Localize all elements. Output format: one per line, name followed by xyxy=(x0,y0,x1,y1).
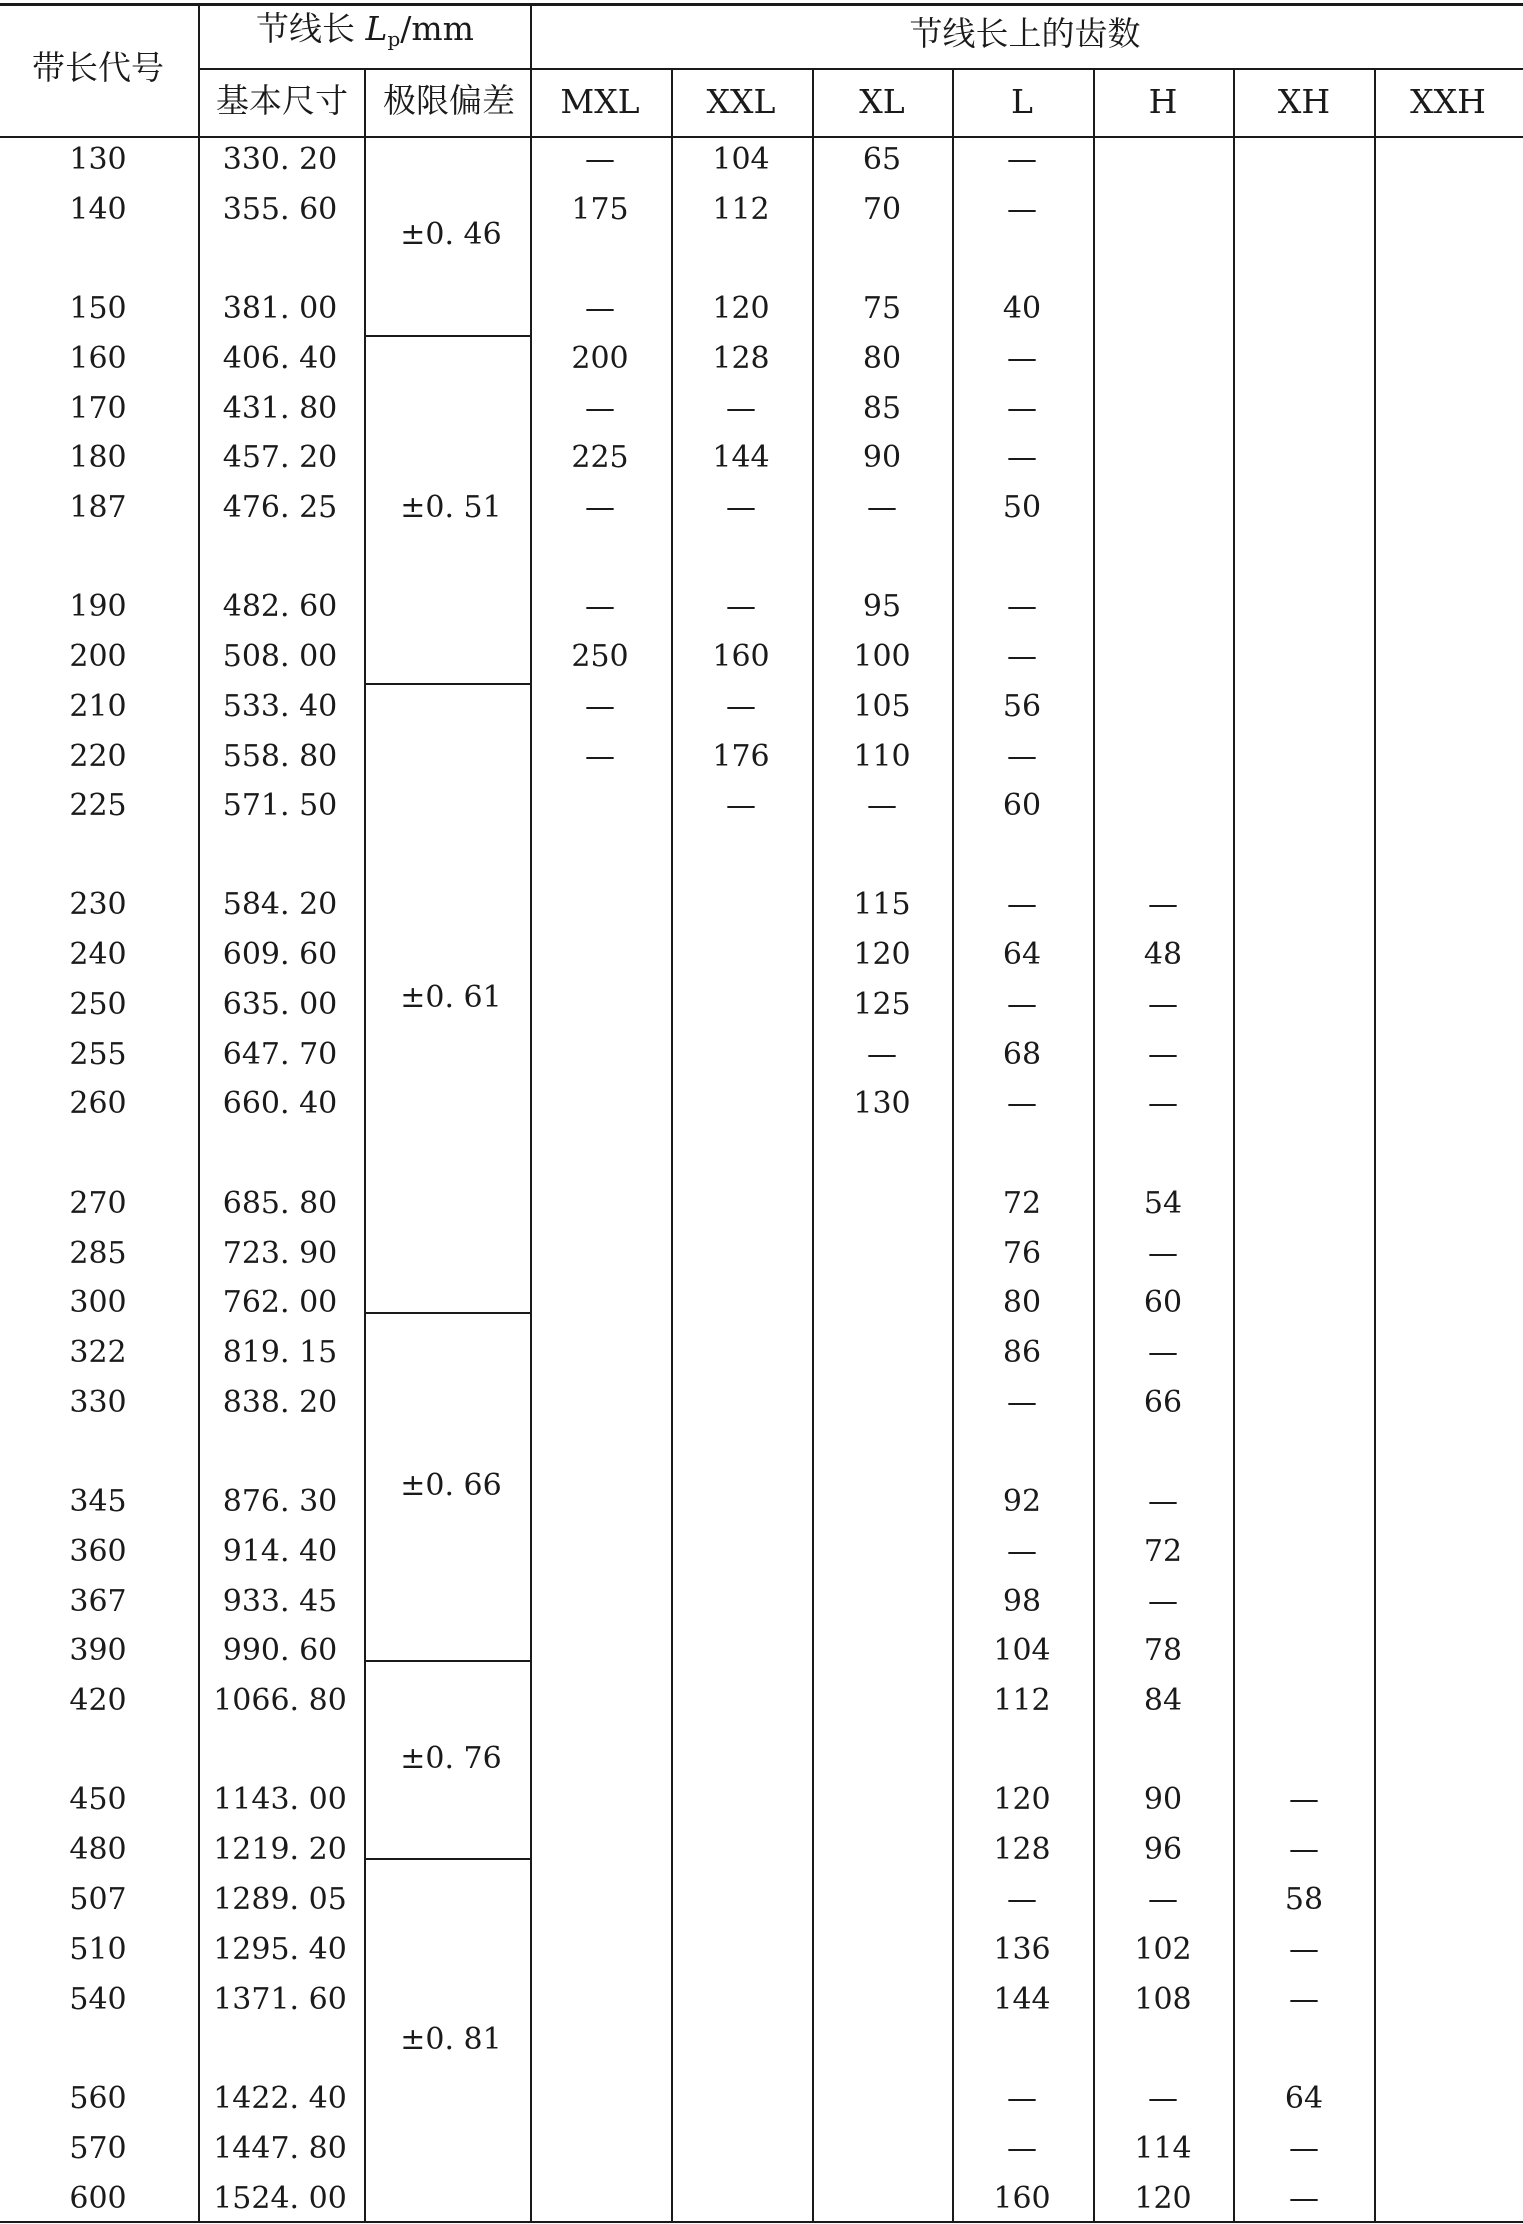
cell-teeth-xl: 110 xyxy=(853,739,911,774)
pitch-length-prefix: 节线长 xyxy=(256,9,366,48)
tolerance-group-divider xyxy=(365,1312,531,1314)
cell-belt-code: 480 xyxy=(69,1832,127,1867)
cell-basic-size: 876. 30 xyxy=(222,1484,338,1519)
cell-belt-code: 270 xyxy=(69,1186,127,1221)
pitch-length-symbol: L xyxy=(365,9,388,48)
cell-teeth-l: 86 xyxy=(1002,1335,1042,1370)
cell-teeth-h: 78 xyxy=(1143,1633,1183,1668)
cell-teeth-xh: 58 xyxy=(1284,1882,1324,1917)
header-teeth-group: 节线长上的齿数 xyxy=(909,14,1141,53)
cell-teeth-h: — xyxy=(1148,1236,1178,1271)
cell-belt-code: 507 xyxy=(69,1882,127,1917)
cell-teeth-xh: 64 xyxy=(1284,2081,1324,2116)
cell-teeth-xxl: 128 xyxy=(712,341,770,376)
cell-belt-code: 450 xyxy=(69,1782,127,1817)
cell-belt-code: 255 xyxy=(69,1037,127,1072)
cell-teeth-l: 104 xyxy=(993,1633,1051,1668)
cell-basic-size: 558. 80 xyxy=(222,739,338,774)
header-pitch-length xyxy=(256,9,474,59)
cell-basic-size: 406. 40 xyxy=(222,341,338,376)
cell-tolerance: ±0. 76 xyxy=(400,1741,502,1776)
cell-belt-code: 210 xyxy=(69,689,127,724)
cell-teeth-h: 96 xyxy=(1143,1832,1183,1867)
cell-basic-size: 381. 00 xyxy=(222,291,338,326)
cell-belt-code: 420 xyxy=(69,1683,127,1718)
cell-teeth-xl: 120 xyxy=(853,937,911,972)
cell-basic-size: 482. 60 xyxy=(222,589,338,624)
cell-basic-size: 635. 00 xyxy=(222,987,338,1022)
cell-teeth-xl: 105 xyxy=(853,689,911,724)
cell-teeth-l: 144 xyxy=(993,1982,1051,2017)
cell-teeth-xl: 115 xyxy=(853,887,911,922)
cell-teeth-l: 60 xyxy=(1002,788,1042,823)
cell-teeth-xxl: — xyxy=(726,391,756,426)
cell-teeth-mxl: — xyxy=(585,291,615,326)
cell-belt-code: 250 xyxy=(69,987,127,1022)
cell-teeth-xl: 100 xyxy=(853,639,911,674)
cell-teeth-l: — xyxy=(1007,987,1037,1022)
cell-teeth-h: 90 xyxy=(1143,1782,1183,1817)
cell-teeth-mxl: 175 xyxy=(571,192,629,227)
cell-teeth-h: — xyxy=(1148,1882,1178,1917)
cell-belt-code: 160 xyxy=(69,341,127,376)
cell-basic-size: 1143. 00 xyxy=(213,1782,347,1817)
cell-teeth-l: 160 xyxy=(993,2181,1051,2216)
cell-teeth-mxl: — xyxy=(585,142,615,177)
cell-teeth-h: 108 xyxy=(1134,1982,1192,2017)
cell-teeth-h: 72 xyxy=(1143,1534,1183,1569)
cell-teeth-mxl: 250 xyxy=(571,639,629,674)
cell-tolerance: ±0. 51 xyxy=(400,490,502,525)
cell-teeth-h: — xyxy=(1148,887,1178,922)
cell-basic-size: 819. 15 xyxy=(222,1335,338,1370)
cell-teeth-xl: 95 xyxy=(862,589,902,624)
cell-teeth-xl: 65 xyxy=(862,142,902,177)
tolerance-group-divider xyxy=(365,335,531,337)
column-rule xyxy=(812,68,814,2222)
cell-basic-size: 914. 40 xyxy=(222,1534,338,1569)
cell-basic-size: 330. 20 xyxy=(222,142,338,177)
cell-teeth-l: — xyxy=(1007,391,1037,426)
cell-teeth-xl: 70 xyxy=(862,192,902,227)
cell-basic-size: 355. 60 xyxy=(222,192,338,227)
cell-teeth-l: 120 xyxy=(993,1782,1051,1817)
cell-teeth-h: — xyxy=(1148,1484,1178,1519)
cell-teeth-xh: — xyxy=(1289,2181,1319,2216)
cell-teeth-h: 60 xyxy=(1143,1285,1183,1320)
cell-tolerance: ±0. 46 xyxy=(400,217,502,252)
column-rule xyxy=(530,4,532,2222)
cell-teeth-l: 68 xyxy=(1002,1037,1042,1072)
header-bottom-rule xyxy=(0,136,1523,138)
cell-basic-size: 647. 70 xyxy=(222,1037,338,1072)
cell-teeth-l: 136 xyxy=(993,1932,1051,1967)
cell-teeth-mxl: — xyxy=(585,490,615,525)
cell-teeth-l: — xyxy=(1007,440,1037,475)
cell-tolerance: ±0. 66 xyxy=(400,1468,502,1503)
cell-belt-code: 230 xyxy=(69,887,127,922)
cell-basic-size: 1447. 80 xyxy=(213,2131,347,2166)
cell-teeth-h: — xyxy=(1148,987,1178,1022)
cell-teeth-xxl: 176 xyxy=(712,739,770,774)
cell-teeth-l: 76 xyxy=(1002,1236,1042,1271)
cell-teeth-l: — xyxy=(1007,887,1037,922)
cell-belt-code: 540 xyxy=(69,1982,127,2017)
cell-belt-code: 367 xyxy=(69,1584,127,1619)
cell-teeth-xl: — xyxy=(867,1037,897,1072)
cell-teeth-mxl: — xyxy=(585,391,615,426)
cell-belt-code: 345 xyxy=(69,1484,127,1519)
cell-tolerance: ±0. 81 xyxy=(400,2022,502,2057)
header-tooth-type-l: L xyxy=(1011,82,1033,121)
cell-basic-size: 476. 25 xyxy=(222,490,338,525)
cell-teeth-l: — xyxy=(1007,1385,1037,1420)
cell-teeth-h: 102 xyxy=(1134,1932,1192,1967)
cell-teeth-l: — xyxy=(1007,739,1037,774)
header-tooth-type-xh: XH xyxy=(1277,82,1331,121)
cell-teeth-xxl: — xyxy=(726,689,756,724)
cell-belt-code: 225 xyxy=(69,788,127,823)
cell-teeth-l: 92 xyxy=(1002,1484,1042,1519)
cell-basic-size: 1066. 80 xyxy=(213,1683,347,1718)
cell-basic-size: 1219. 20 xyxy=(213,1832,347,1867)
cell-teeth-l: 56 xyxy=(1002,689,1042,724)
cell-teeth-l: 72 xyxy=(1002,1186,1042,1221)
cell-teeth-mxl: — xyxy=(585,689,615,724)
cell-teeth-xxl: 112 xyxy=(712,192,770,227)
cell-basic-size: 685. 80 xyxy=(222,1186,338,1221)
cell-teeth-xl: — xyxy=(867,788,897,823)
header-tolerance: 极限偏差 xyxy=(383,81,515,120)
cell-teeth-l: 50 xyxy=(1002,490,1042,525)
tolerance-group-divider xyxy=(365,683,531,685)
cell-teeth-l: — xyxy=(1007,341,1037,376)
cell-belt-code: 180 xyxy=(69,440,127,475)
tolerance-group-divider xyxy=(365,1858,531,1860)
tolerance-group-divider xyxy=(365,1660,531,1662)
cell-teeth-xl: 80 xyxy=(862,341,902,376)
cell-teeth-xxl: 120 xyxy=(712,291,770,326)
cell-teeth-l: — xyxy=(1007,589,1037,624)
header-tooth-type-h: H xyxy=(1148,82,1178,121)
cell-belt-code: 570 xyxy=(69,2131,127,2166)
pitch-length-unit: /mm xyxy=(400,9,474,48)
cell-teeth-l: — xyxy=(1007,142,1037,177)
cell-teeth-xxl: — xyxy=(726,788,756,823)
cell-teeth-xxl: 104 xyxy=(712,142,770,177)
pitch-length-subscript: p xyxy=(387,27,401,51)
cell-teeth-mxl: — xyxy=(585,739,615,774)
cell-belt-code: 170 xyxy=(69,391,127,426)
cell-teeth-h: 120 xyxy=(1134,2181,1192,2216)
cell-belt-code: 200 xyxy=(69,639,127,674)
cell-teeth-xxl: 160 xyxy=(712,639,770,674)
cell-teeth-l: 112 xyxy=(993,1683,1051,1718)
cell-teeth-l: — xyxy=(1007,1882,1037,1917)
cell-belt-code: 560 xyxy=(69,2081,127,2116)
cell-teeth-h: 48 xyxy=(1143,937,1183,972)
cell-teeth-l: — xyxy=(1007,639,1037,674)
cell-belt-code: 220 xyxy=(69,739,127,774)
cell-basic-size: 571. 50 xyxy=(222,788,338,823)
cell-basic-size: 508. 00 xyxy=(222,639,338,674)
cell-teeth-h: — xyxy=(1148,1086,1178,1121)
cell-basic-size: 933. 45 xyxy=(222,1584,338,1619)
header-tooth-type-xl: XL xyxy=(859,82,905,121)
cell-basic-size: 1295. 40 xyxy=(213,1932,347,1967)
cell-basic-size: 1371. 60 xyxy=(213,1982,347,2017)
cell-teeth-mxl: 200 xyxy=(571,341,629,376)
cell-teeth-xl: 130 xyxy=(853,1086,911,1121)
cell-basic-size: 1289. 05 xyxy=(213,1882,347,1917)
cell-belt-code: 130 xyxy=(69,142,127,177)
cell-belt-code: 140 xyxy=(69,192,127,227)
cell-teeth-l: — xyxy=(1007,192,1037,227)
cell-teeth-xl: — xyxy=(867,490,897,525)
header-belt-code: 带长代号 xyxy=(32,48,164,87)
top-rule xyxy=(0,3,1523,6)
header-tooth-type-mxl: MXL xyxy=(560,82,640,121)
cell-belt-code: 330 xyxy=(69,1385,127,1420)
cell-belt-code: 260 xyxy=(69,1086,127,1121)
header-basic-size: 基本尺寸 xyxy=(216,81,348,120)
cell-basic-size: 584. 20 xyxy=(222,887,338,922)
cell-teeth-h: 114 xyxy=(1134,2131,1192,2166)
cell-teeth-l: 98 xyxy=(1002,1584,1042,1619)
column-rule xyxy=(1374,68,1376,2222)
cell-basic-size: 1524. 00 xyxy=(213,2181,347,2216)
column-rule xyxy=(1093,68,1095,2222)
cell-teeth-xxl: — xyxy=(726,490,756,525)
cell-basic-size: 838. 20 xyxy=(222,1385,338,1420)
cell-belt-code: 187 xyxy=(69,490,127,525)
cell-teeth-h: — xyxy=(1148,2081,1178,2116)
cell-basic-size: 609. 60 xyxy=(222,937,338,972)
cell-belt-code: 150 xyxy=(69,291,127,326)
cell-teeth-xh: — xyxy=(1289,1832,1319,1867)
cell-teeth-mxl: 225 xyxy=(571,440,629,475)
cell-teeth-xl: 90 xyxy=(862,440,902,475)
cell-basic-size: 533. 40 xyxy=(222,689,338,724)
header-divider xyxy=(199,68,1523,70)
cell-basic-size: 431. 80 xyxy=(222,391,338,426)
cell-basic-size: 457. 20 xyxy=(222,440,338,475)
cell-belt-code: 390 xyxy=(69,1633,127,1668)
cell-teeth-l: 40 xyxy=(1002,291,1042,326)
cell-belt-code: 285 xyxy=(69,1236,127,1271)
bottom-rule xyxy=(0,2221,1523,2223)
cell-belt-code: 600 xyxy=(69,2181,127,2216)
cell-belt-code: 510 xyxy=(69,1932,127,1967)
cell-teeth-h: — xyxy=(1148,1037,1178,1072)
cell-teeth-xxl: — xyxy=(726,589,756,624)
cell-teeth-l: — xyxy=(1007,1086,1037,1121)
cell-belt-code: 360 xyxy=(69,1534,127,1569)
cell-basic-size: 1422. 40 xyxy=(213,2081,347,2116)
cell-teeth-h: — xyxy=(1148,1584,1178,1619)
cell-teeth-mxl: — xyxy=(585,589,615,624)
cell-teeth-xh: — xyxy=(1289,2131,1319,2166)
cell-belt-code: 300 xyxy=(69,1285,127,1320)
cell-basic-size: 723. 90 xyxy=(222,1236,338,1271)
cell-teeth-l: 64 xyxy=(1002,937,1042,972)
cell-teeth-h: 66 xyxy=(1143,1385,1183,1420)
column-rule xyxy=(364,68,366,2222)
column-rule xyxy=(671,68,673,2222)
cell-teeth-xh: — xyxy=(1289,1982,1319,2017)
cell-tolerance: ±0. 61 xyxy=(400,980,502,1015)
cell-teeth-l: — xyxy=(1007,1534,1037,1569)
cell-teeth-xh: — xyxy=(1289,1932,1319,1967)
cell-teeth-h: 54 xyxy=(1143,1186,1183,1221)
cell-teeth-l: — xyxy=(1007,2131,1037,2166)
header-tooth-type-xxh: XXH xyxy=(1410,82,1486,121)
column-rule xyxy=(952,68,954,2222)
cell-teeth-xl: 85 xyxy=(862,391,902,426)
cell-basic-size: 660. 40 xyxy=(222,1086,338,1121)
cell-belt-code: 240 xyxy=(69,937,127,972)
cell-teeth-h: — xyxy=(1148,1335,1178,1370)
cell-belt-code: 322 xyxy=(69,1335,127,1370)
cell-teeth-h: 84 xyxy=(1143,1683,1183,1718)
cell-teeth-xxl: 144 xyxy=(712,440,770,475)
cell-teeth-xl: 75 xyxy=(862,291,902,326)
cell-basic-size: 762. 00 xyxy=(222,1285,338,1320)
cell-teeth-xl: 125 xyxy=(853,987,911,1022)
cell-teeth-l: 80 xyxy=(1002,1285,1042,1320)
header-tooth-type-xxl: XXL xyxy=(706,82,776,121)
column-rule xyxy=(1233,68,1235,2222)
cell-belt-code: 190 xyxy=(69,589,127,624)
column-rule xyxy=(198,4,200,2222)
cell-teeth-l: — xyxy=(1007,2081,1037,2116)
cell-teeth-xh: — xyxy=(1289,1782,1319,1817)
cell-teeth-l: 128 xyxy=(993,1832,1051,1867)
cell-basic-size: 990. 60 xyxy=(222,1633,338,1668)
